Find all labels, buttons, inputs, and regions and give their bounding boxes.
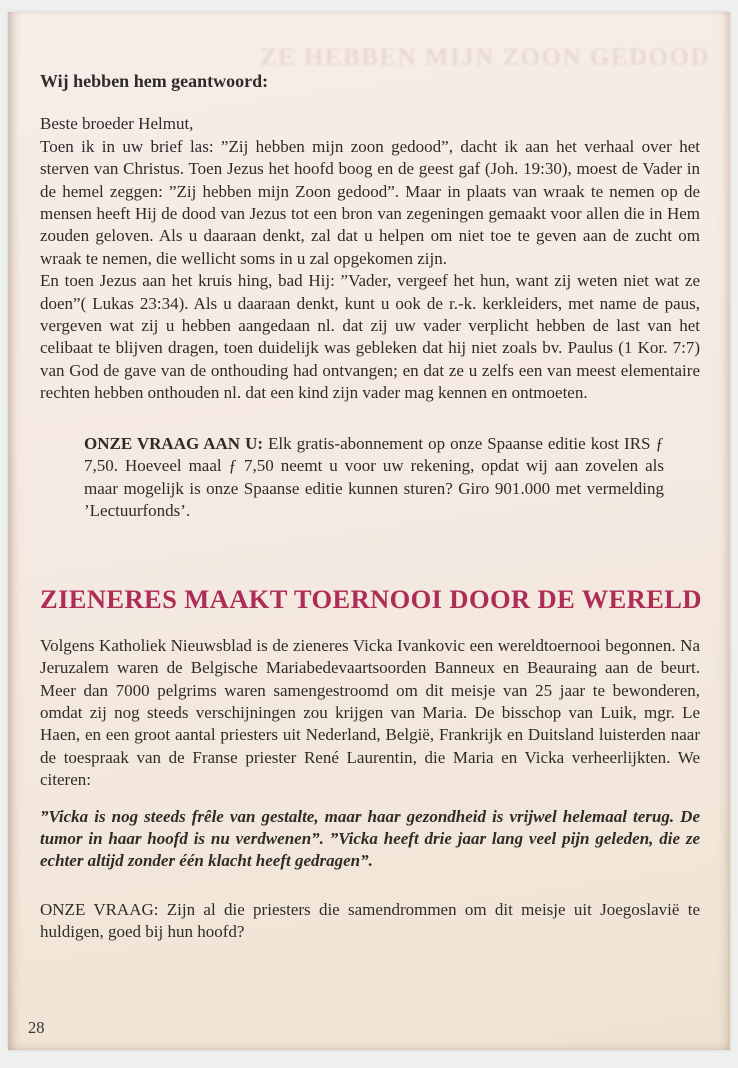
appeal-block bbox=[84, 433, 664, 523]
letter-paragraph-2: En toen Jezus aan het kruis hing, bad Hij: ”Vader, vergeef het hun, want zij weten niet wat ze doen”( Lukas 23:34). Als u daaraan denkt, kunt u ook de r.-k. kerkleiders, met name de paus, vergeven wat zij u hebben aangedaan nl. dat zij uw vader verplicht hebben de last van het celibaat te blijven dragen, toen duidelijk was gebleken dat hij niet zoals bv. Paulus (1 Kor. 7:7) van God de gave van de onthouding had ontvangen; en dat ze u zelfs een van meest elementaire rechten hebben onthouden nl. dat een kind zijn vader mag kennen en ontmoeten. bbox=[40, 271, 700, 403]
article-headline: ZIENERES MAAKT TOERNOOI DOOR DE WERELD bbox=[40, 584, 702, 615]
letter-salutation: Beste broeder Helmut, bbox=[40, 114, 194, 134]
letter-heading: Wij hebben hem geantwoord: bbox=[40, 71, 269, 91]
appeal-text: Elk gratis-abonnement op onze Spaanse editie kost IRS ƒ 7,50. Hoeveel maal ƒ 7,50 neemt u voor uw rekening, opdat wij aan zovelen als maar mogelijk is onze Spaanse editie kunnen sturen? Giro 901.000 met vermelding ’Lectuurfonds’. bbox=[84, 433, 664, 520]
article-intro: Volgens Katholiek Nieuwsblad is de zieneres Vicka Ivankovic een wereldtoernooi begonnen. Na Jeruzalem waren de Belgische Mariabedevaartsoorden Banneux en Beauraing aan de beurt. Meer dan 7000 pelgrims waren samengestroomd om dit meisje van 25 jaar te bewonderen, omdat zij nog steeds verschijningen zou krijgen van Maria. De bisschop van Luik, mgr. Le Haen, en een groot aantal priesters uit Nederland, België, Frankrijk en Duitsland luisterden naar de toespraak van de Franse priester René Laurentin, die Maria en Vicka verheerlijkten. We citeren: bbox=[40, 635, 700, 790]
magazine-page bbox=[8, 12, 730, 1050]
page-content bbox=[40, 70, 700, 944]
article-quote: ”Vicka is nog steeds frêle van gestalte, maar haar gezondheid is vrijwel helemaal terug. De tumor in haar hoofd is nu verdwenen”. ”Vicka heeft drie jaar lang veel pijn geleden, die ze echter altijd zonder één klacht heeft gedragen”. bbox=[40, 806, 700, 871]
appeal-label: ONZE VRAAG AAN U: bbox=[84, 433, 264, 453]
letter-paragraph-1: Toen ik in uw brief las: ”Zij hebben mijn zoon gedood”, dacht ik aan het verhaal over het sterven van Christus. Toen Jezus het hoofd boog en de geest gaf (Joh. 19:30), moest de Vader in de hemel zeggen: ”Zij hebben mijn Zoon gedood”. Maar in plaats van wraak te nemen op de mensen heeft Hij de dood van Jezus tot een bron van zegeningen gemaakt voor allen die in Hem zouden geloven. Als u daaraan denkt, zal dat u helpen om niet toe te geven aan de zucht om wraak te nemen, die wellicht soms in u zal opgekomen zijn. bbox=[40, 136, 700, 268]
page-number: 28 bbox=[28, 1018, 45, 1037]
bleed-through-headline: ZE HEBBEN MIJN ZOON GEDOOD bbox=[259, 44, 710, 71]
article-question: ONZE VRAAG: Zijn al die priesters die samendrommen om dit meisje uit Joegoslavië te huldigen, goed bij hun hoofd? bbox=[40, 899, 700, 942]
